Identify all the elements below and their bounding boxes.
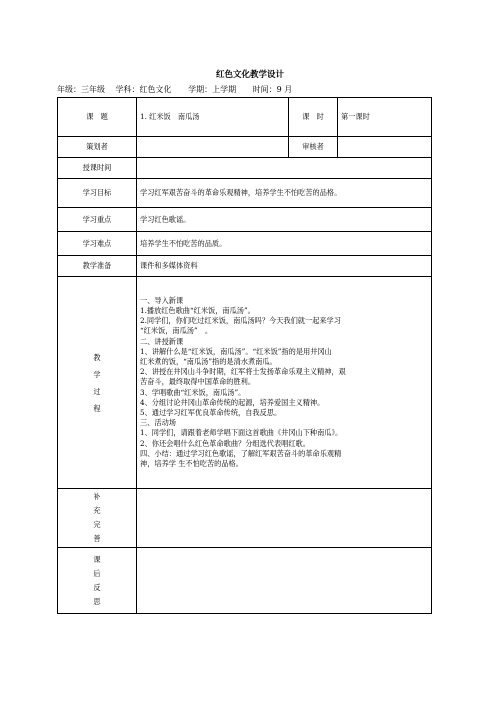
row-process: [58, 277, 432, 489]
supplement-label: 补 充 完 善: [58, 489, 137, 548]
reflection-value: [137, 548, 432, 614]
supplement-value: [137, 489, 432, 548]
row-difficulty: [58, 232, 432, 256]
planner-label: 策划者: [58, 137, 137, 158]
subject-field: 学科：红色文化: [115, 85, 172, 94]
term-field: 学期：上学期: [188, 85, 237, 94]
period-value: 第一课时: [338, 98, 432, 137]
time-value: [137, 158, 432, 179]
key-value: 学习红色歌谣。: [137, 208, 432, 232]
reflection-label: 课 后 反 思: [58, 548, 137, 614]
grade-label: 年级：三年级: [57, 85, 105, 94]
planner-value: [137, 137, 289, 158]
lesson-value: 1. 红米饭 南瓜汤: [137, 98, 289, 137]
prep-value: 课件和多媒体资料: [137, 256, 432, 277]
process-label: 教 学 过 程: [58, 277, 137, 489]
row-time: [58, 158, 432, 179]
row-prep: [58, 256, 432, 277]
time-label: 授课时间: [58, 158, 137, 179]
reviewer-value: [338, 137, 432, 158]
difficulty-value: 培养学生不怕吃苦的品质。: [137, 232, 432, 256]
prep-label: 教学准备: [58, 256, 137, 277]
period-label: 课 时: [289, 98, 338, 137]
process-content: 一、导入新课 1.播放红色歌曲“红米饭，南瓜汤”。 2.同学们，你们吃过红米饭，南瓜汤吗？今天我们就一起来学习 “红米饭，南瓜汤” 。 二、讲授新课 1、讲解什么是“红米饭，南瓜汤”。“红米饭”指的是用井冈山 红米煮的饭，“南瓜汤”指的是清水煮南瓜。 2、讲授在井冈山斗争时期，红军将士发扬革命乐观主义精神，艰 苦奋斗，最终取得中国革命的胜利。 3、学唱歌曲“红米饭，南瓜汤”。 4、分组讨论井冈山革命传统的起源，培养爱国主义精神。 5、通过学习红军优良革命传统，自我反思。 三、活动场 1、同学们，请跟着老师学唱下面这首歌曲《井冈山下种南瓜》。 2、你还会唱什么红色革命歌曲？分组选代表唱红歌。 四、小结：通过学习红色歌谣，了解红军艰苦奋斗的革命乐观精 神，培养学 生不怕吃苦的品格。: [137, 277, 432, 489]
row-reflection: [58, 548, 432, 614]
row-lesson: [58, 98, 432, 137]
goal-value: 学习红军艰苦奋斗的革命乐观精神，培养学生不怕吃苦的品格。: [137, 179, 432, 208]
goal-label: 学习目标: [58, 179, 137, 208]
row-planner: [58, 137, 432, 158]
meta-line: [57, 84, 300, 95]
row-key: [58, 208, 432, 232]
document-title: 红色文化教学设计: [215, 70, 284, 80]
row-goal: [58, 179, 432, 208]
lesson-plan-table: [57, 97, 432, 614]
lesson-label: 课 题: [58, 98, 137, 137]
key-label: 学习重点: [58, 208, 137, 232]
time-field: 时间：9 月: [252, 85, 293, 94]
reviewer-label: 审核者: [289, 137, 338, 158]
row-supplement: [58, 489, 432, 548]
difficulty-label: 学习难点: [58, 232, 137, 256]
